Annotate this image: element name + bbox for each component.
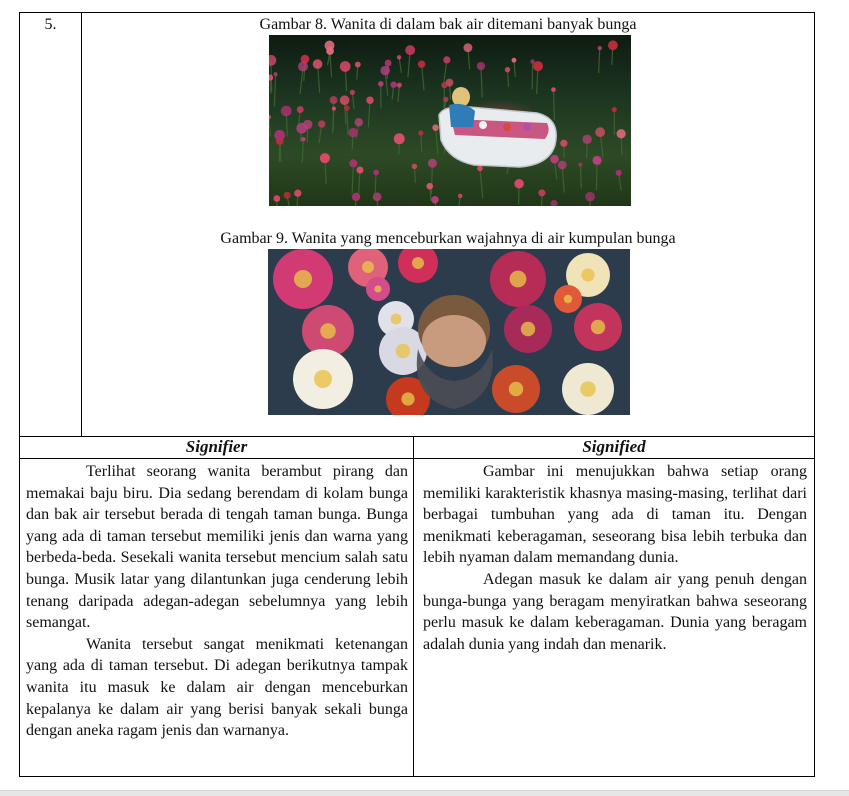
figure-8-caption: Gambar 8. Wanita di dalam bak air ditemani banyak bunga: [82, 15, 814, 35]
page-bottom-edge: [0, 790, 849, 796]
figure-8-image: [269, 35, 631, 206]
figure-9-caption: Gambar 9. Wanita yang menceburkan wajahnya di air kumpulan bunga: [82, 229, 814, 249]
signified-paragraph: Adegan masuk ke dalam air yang penuh dengan bunga-bunga yang beragam menyiratkan bahwa seseorang perlu masuk ke dalam keberagaman. Dunia yang beragam adalah dunia yang indah dan menarik.: [423, 569, 807, 655]
woman-in-flower-water-illustration: [268, 249, 630, 415]
content-row: [20, 459, 814, 777]
header-row: [20, 436, 814, 459]
figure-cell: [82, 13, 814, 436]
signified-header: Signified: [414, 436, 814, 458]
signifier-header: Signifier: [20, 436, 414, 458]
signifier-paragraph: Wanita tersebut sangat menikmati ketenangan yang ada di taman tersebut. Di adegan berikutnya tampak wanita itu masuk ke dalam air dengan menceburkan kepalanya ke dalam air yang berisi banyak sekali bunga dengan aneka ragam jenis dan warnanya.: [26, 634, 408, 742]
signifier-paragraph: Terlihat seorang wanita berambut pirang dan memakai baju biru. Dia sedang berendam di kolam bunga dan bak air tersebut berada di tengah taman bunga. Bunga yang ada di taman tersebut memiliki jenis dan warna yang berbeda-beda. Sesekali wanita tersebut mencium salah satu bunga. Musik latar yang dilantunkan juga cenderung lebih tenang daripada adegan-adegan sebelumnya yang lebih semangat.: [26, 461, 408, 634]
analysis-table: [19, 12, 815, 777]
figure-row: [20, 13, 814, 437]
signified-paragraph: Gambar ini menujukkan bahwa setiap orang memiliki karakteristik khasnya masing-masing, terlihat dari berbagai tumbuhan yang ada di taman itu. Dengan menikmati keberagaman, seseorang bisa lebih terbuka dan lebih nyaman dalam memandang dunia.: [423, 461, 807, 569]
flower-field-bathtub-illustration: [269, 35, 631, 206]
signified-cell: [414, 459, 814, 777]
row-number: 5.: [20, 13, 82, 436]
figure-9-image: [268, 249, 630, 415]
signifier-cell: [20, 459, 414, 777]
